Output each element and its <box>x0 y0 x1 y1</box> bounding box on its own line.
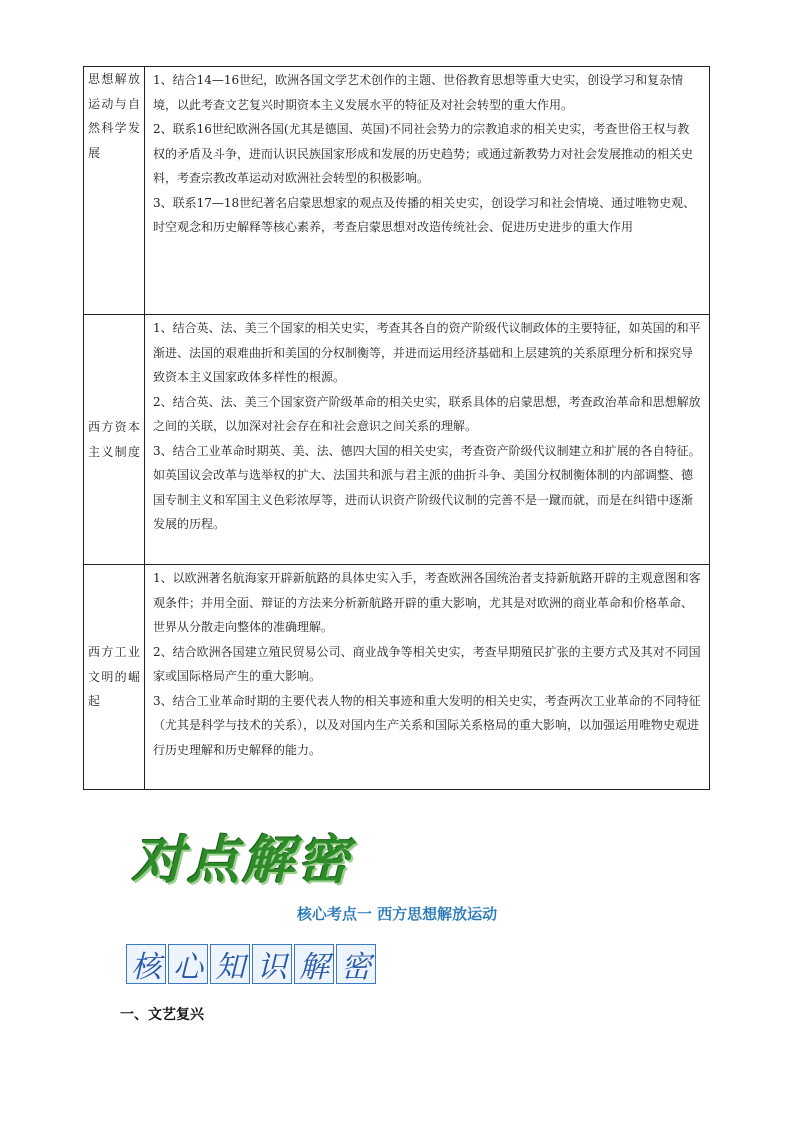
table-row <box>84 315 710 565</box>
banner-char: 心 <box>168 944 208 984</box>
table-row <box>84 565 710 790</box>
banner-char: 知 <box>210 944 250 984</box>
core-knowledge-banner <box>126 944 376 984</box>
paragraph: 3、结合工业革命时期英、美、法、德四大国的相关史实，考查资产阶级代议制建立和扩展的各自特征。如英国议会改革与选举权的扩大、法国共和派与君主派的曲折斗争、美国分权制衡体制的内部调整、德国专制主义和军国主义色彩浓厚等，进而认识资产阶级代议制的完善不是一蹴而就，而是在纠错中逐渐发展的历程。 <box>153 443 701 531</box>
paragraph: 2、结合英、法、美三个国家资产阶级革命的相关史实，联系具体的启蒙思想，考查政治革命和思想解放之间的关联，以加深对社会存在和社会意识之间关系的理解。 <box>153 394 701 433</box>
content-cell <box>145 67 710 315</box>
core-point-subtitle: 核心考点一 西方思想解放运动 <box>296 905 498 923</box>
table-row <box>84 67 710 315</box>
paragraph: 2、联系16世纪欧洲各国(尤其是德国、英国)不同社会势力的宗教追求的相关史实，考查世俗王权与教权的矛盾及斗争，进而认识民族国家形成和发展的历史趋势；或通过新教势力对社会发展推动的相关史料，考查宗教改革运动对欧洲社会转型的积极影响。 <box>153 122 694 185</box>
paragraph: 1、结合英、法、美三个国家的相关史实，考查其各自的资产阶级代议制政体的主要特征，如英国的和平渐进、法国的艰难曲折和美国的分权制衡等，并进而运用经济基础和上层建筑的关系原理分析和探究导致资本主义国家政体多样性的根源。 <box>153 321 701 384</box>
section-title-art: 对点解密 <box>132 831 353 891</box>
paragraph: 3、结合工业革命时期的主要代表人物的相关事迹和重大发明的相关史实，考查两次工业革命的不同特征（尤其是科学与技术的关系），以及对国内生产关系和国际关系格局的重大影响，以加强运用唯物史观进行历史理解和历史解释的能力。 <box>153 693 701 757</box>
banner-char: 识 <box>252 944 292 984</box>
section-heading: 一、文艺复兴 <box>120 1007 204 1023</box>
topic-cell: 思想解放运动与自然科学发展 <box>84 67 145 315</box>
paragraph: 3、联系17—18世纪著名启蒙思想家的观点及传播的相关史实，创设学习和社会情境、通过唯物史观、时空观念和历史解释等核心素养，考查启蒙思想对改造传统社会、促进历史进步的重大作用 <box>153 195 696 234</box>
banner-char: 密 <box>336 944 376 984</box>
banner-char: 核 <box>126 944 166 984</box>
banner-char: 解 <box>294 944 334 984</box>
paragraph: 1、结合14—16世纪，欧洲各国文学艺术创作的主题、世俗教育思想等重大史实，创设学习和复杂情境，以此考查文艺复兴时期资本主义发展水平的特征及对社会转型的重大作用。 <box>153 73 684 112</box>
paragraph: 2、结合欧洲各国建立殖民贸易公司、商业战争等相关史实，考查早期殖民扩张的主要方式及其对不同国家或国际格局产生的重大影响。 <box>153 644 701 683</box>
topic-cell: 西方工业文明的崛起 <box>84 565 145 790</box>
exam-requirements-table <box>83 66 710 790</box>
paragraph: 1、以欧洲著名航海家开辟新航路的具体史实入手，考查欧洲各国统治者支持新航路开辟的主观意图和客观条件；并用全面、辩证的方法来分析新航路开辟的重大影响，尤其是对欧洲的商业革命和价格革命、世界从分散走向整体的准确理解。 <box>153 571 701 634</box>
content-cell <box>145 565 710 790</box>
content-cell <box>145 315 710 565</box>
topic-cell: 西方资本主义制度 <box>84 315 145 565</box>
